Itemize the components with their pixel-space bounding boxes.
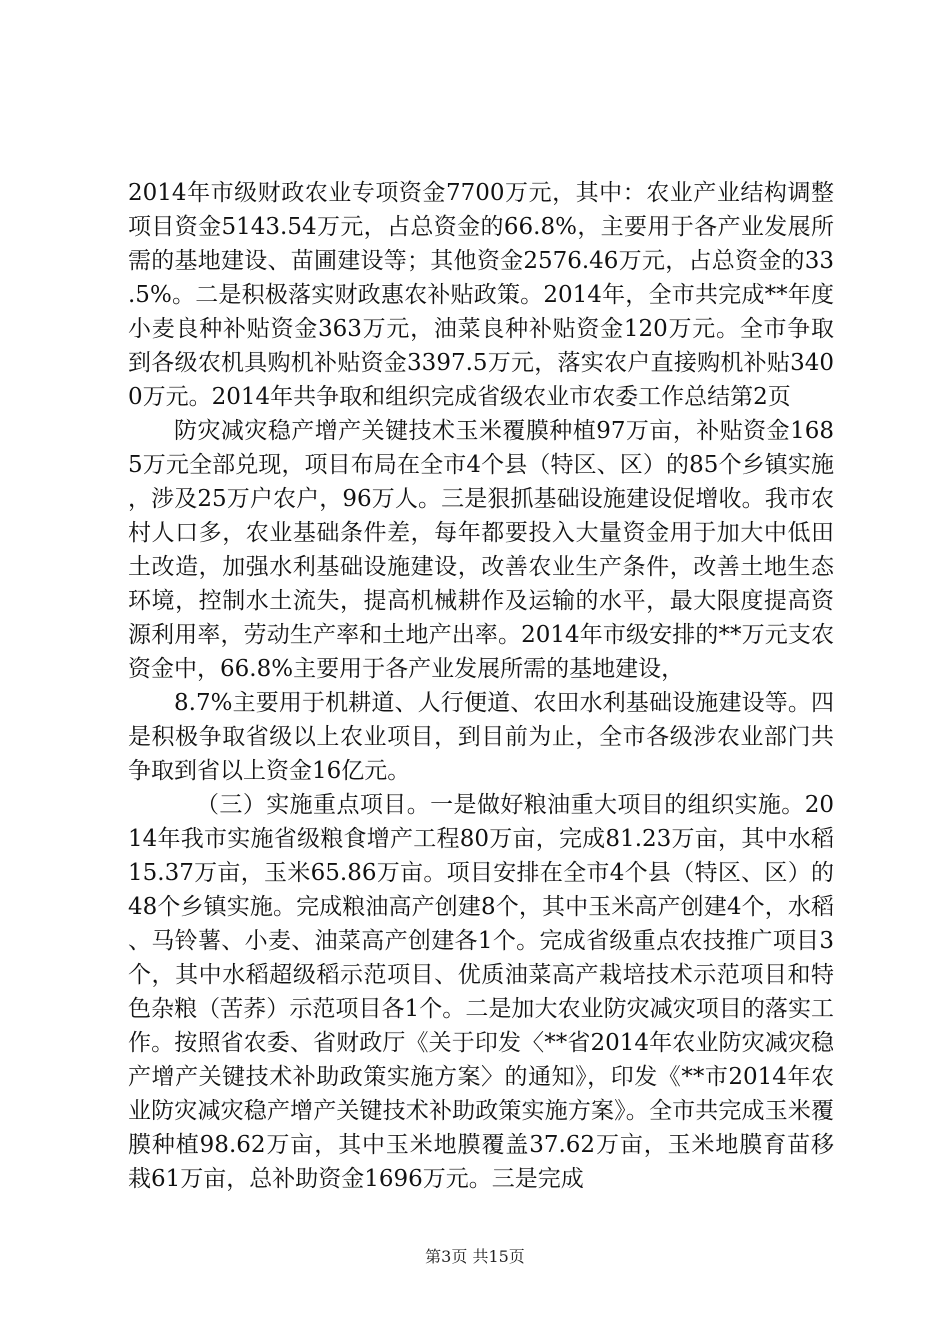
document-body [128,176,834,1196]
paragraph-2: 防灾减灾稳产增产关键技术玉米覆膜种植97万亩，补贴资金1685万元全部兑现，项目布局在全市4个县（特区、区）的85个乡镇实施，涉及25万户农户，96万人。三是狠抓基础设施建设促增收。我市农村人口多，农业基础条件差，每年都要投入大量资金用于加大中低田土改造，加强水利基础设施建设，改善农业生产条件，改善土地生态环境，控制水土流失，提高机械耕作及运输的水平，最大限度提高资源利用率，劳动生产率和土地产出率。2014年市级安排的**万元支农资金中，66.8%主要用于各产业发展所需的基地建设， [128,418,834,682]
paragraph-4: （三）实施重点项目。一是做好粮油重大项目的组织实施。2014年我市实施省级粮食增产工程80万亩，完成81.23万亩，其中水稻15.37万亩，玉米65.86万亩。项目安排在全市4个县（特区、区）的48个乡镇实施。完成粮油高产创建8个，其中玉米高产创建4个，水稻、马铃薯、小麦、油菜高产创建各1个。完成省级重点农技推广项目3个，其中水稻超级稻示范项目、优质油菜高产栽培技术示范项目和特色杂粮（苦荞）示范项目各1个。二是加大农业防灾减灾项目的落实工作。按照省农委、省财政厅《关于印发〈**省2014年农业防灾减灾稳产增产关键技术补助政策实施方案〉的通知》，印发《**市2014年农业防灾减灾稳产增产关键技术补助政策实施方案》。全市共完成玉米覆膜种植98.62万亩，其中玉米地膜覆盖37.62万亩，玉米地膜育苗移栽61万亩，总补助资金1696万元。三是完成 [128,792,834,1192]
paragraph-1: 2014年市级财政农业专项资金7700万元，其中：农业产业结构调整项目资金5143.54万元，占总资金的66.8%，主要用于各产业发展所需的基地建设、苗圃建设等；其他资金2576.46万元，占总资金的33.5%。二是积极落实财政惠农补贴政策。2014年，全市共完成**年度小麦良种补贴资金363万元，油菜良种补贴资金120万元。全市争取到各级农机具购机补贴资金3397.5万元，落实农户直接购机补贴3400万元。2014年共争取和组织完成省级农业市农委工作总结第2页 [128,180,834,410]
paragraph-3: 8.7%主要用于机耕道、人行便道、农田水利基础设施建设等。四是积极争取省级以上农业项目，到目前为止，全市各级涉农业部门共争取到省以上资金16亿元。 [128,690,834,784]
page-footer [0,1247,950,1267]
page-number-label: 第3页 共15页 [425,1247,525,1266]
